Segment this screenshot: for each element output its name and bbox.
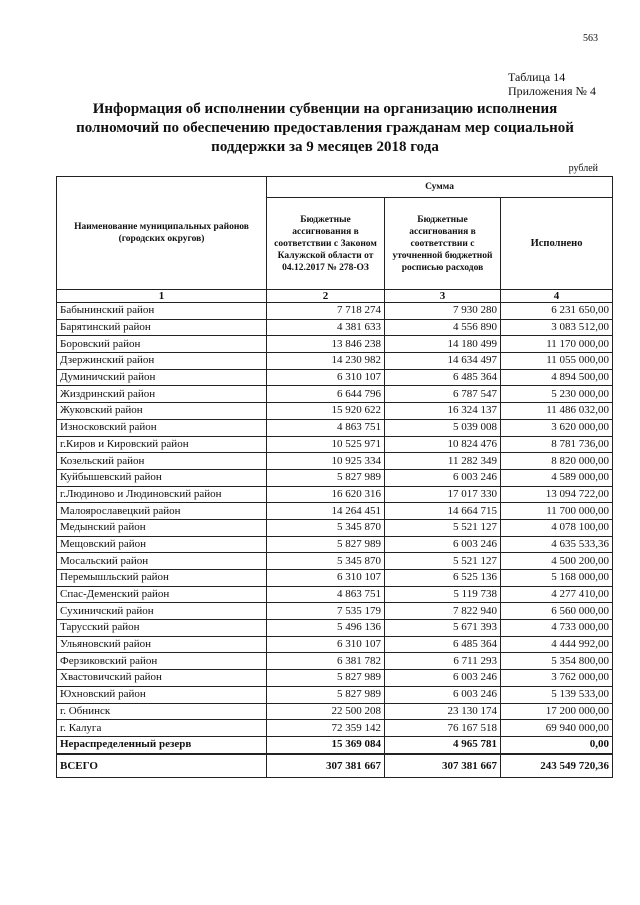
district-name: Хвастовичский район — [57, 670, 267, 687]
law-allocation: 4 381 633 — [267, 319, 385, 336]
table-row — [57, 570, 613, 587]
district-name: Бабынинский район — [57, 303, 267, 320]
executed-amount: 69 940 000,00 — [501, 720, 613, 737]
table-row — [57, 686, 613, 703]
revised-allocation: 6 485 364 — [385, 636, 501, 653]
law-allocation: 6 310 107 — [267, 570, 385, 587]
table-row — [57, 503, 613, 520]
table-row — [57, 486, 613, 503]
header-executed: Исполнено — [501, 198, 613, 290]
law-allocation: 5 827 989 — [267, 536, 385, 553]
law-allocation: 5 827 989 — [267, 686, 385, 703]
executed-amount: 11 055 000,00 — [501, 353, 613, 370]
law-allocation: 22 500 208 — [267, 703, 385, 720]
table-row — [57, 670, 613, 687]
law-allocation: 14 264 451 — [267, 503, 385, 520]
table-row — [57, 586, 613, 603]
district-name: г. Калуга — [57, 720, 267, 737]
law-allocation: 13 846 238 — [267, 336, 385, 353]
column-number: 2 — [267, 290, 385, 303]
executed-amount: 4 078 100,00 — [501, 519, 613, 536]
district-name: Малоярославецкий район — [57, 503, 267, 520]
executed-amount: 4 277 410,00 — [501, 586, 613, 603]
district-name: Медынский район — [57, 519, 267, 536]
law-allocation: 16 620 316 — [267, 486, 385, 503]
law-allocation: 6 644 796 — [267, 386, 385, 403]
revised-allocation: 6 485 364 — [385, 369, 501, 386]
revised-allocation: 307 381 667 — [385, 754, 501, 778]
title-line-1: Информация об исполнении субвенции на организацию исполнения — [92, 101, 558, 117]
table-row — [57, 703, 613, 720]
executed-amount: 5 354 800,00 — [501, 653, 613, 670]
law-allocation: 10 925 334 — [267, 453, 385, 470]
revised-allocation: 4 556 890 — [385, 319, 501, 336]
district-name: Спас-Деменский район — [57, 586, 267, 603]
revised-allocation: 5 521 127 — [385, 553, 501, 570]
column-number-row — [57, 290, 613, 303]
executed-amount: 8 820 000,00 — [501, 453, 613, 470]
revised-allocation: 11 282 349 — [385, 453, 501, 470]
executed-amount: 4 500 200,00 — [501, 553, 613, 570]
executed-amount: 5 139 533,00 — [501, 686, 613, 703]
district-name: Думиничский район — [57, 369, 267, 386]
revised-allocation: 5 039 008 — [385, 419, 501, 436]
revised-allocation: 14 180 499 — [385, 336, 501, 353]
revised-allocation: 16 324 137 — [385, 403, 501, 420]
executed-amount: 243 549 720,36 — [501, 754, 613, 778]
law-allocation: 4 863 751 — [267, 419, 385, 436]
law-allocation: 5 496 136 — [267, 620, 385, 637]
district-name: г. Обнинск — [57, 703, 267, 720]
law-allocation: 14 230 982 — [267, 353, 385, 370]
column-number: 1 — [57, 290, 267, 303]
revised-allocation: 76 167 518 — [385, 720, 501, 737]
law-allocation: 307 381 667 — [267, 754, 385, 778]
executed-amount: 11 170 000,00 — [501, 336, 613, 353]
law-allocation: 7 535 179 — [267, 603, 385, 620]
district-name: Износковский район — [57, 419, 267, 436]
table-row — [57, 453, 613, 470]
district-name: Козельский район — [57, 453, 267, 470]
page-title — [60, 100, 590, 157]
district-name: Нераспределенный резерв — [57, 736, 267, 753]
district-name: Мосальский район — [57, 553, 267, 570]
executed-amount: 0,00 — [501, 736, 613, 753]
revised-allocation: 7 822 940 — [385, 603, 501, 620]
law-allocation: 6 381 782 — [267, 653, 385, 670]
header-law-allocations: Бюджетные ассигнования в соответствии с Законом Калужской области от 04.12.2017 № 278-ОЗ — [267, 198, 385, 290]
revised-allocation: 6 003 246 — [385, 670, 501, 687]
executed-amount: 4 444 992,00 — [501, 636, 613, 653]
header-sum: Сумма — [267, 177, 613, 198]
district-name: Тарусский район — [57, 620, 267, 637]
executed-amount: 4 733 000,00 — [501, 620, 613, 637]
annex-label — [508, 70, 596, 98]
law-allocation: 15 369 084 — [267, 736, 385, 753]
title-line-3: поддержки за 9 месяцев 2018 года — [211, 139, 439, 155]
units-label: рублей — [568, 163, 598, 174]
executed-amount: 17 200 000,00 — [501, 703, 613, 720]
revised-allocation: 17 017 330 — [385, 486, 501, 503]
revised-allocation: 6 003 246 — [385, 686, 501, 703]
table-row — [57, 519, 613, 536]
table-body — [57, 303, 613, 778]
law-allocation: 6 310 107 — [267, 636, 385, 653]
executed-amount: 6 231 650,00 — [501, 303, 613, 320]
law-allocation: 4 863 751 — [267, 586, 385, 603]
table-row — [57, 636, 613, 653]
table-row — [57, 386, 613, 403]
district-name: Дзержинский район — [57, 353, 267, 370]
table-row — [57, 336, 613, 353]
district-name: Жиздринский район — [57, 386, 267, 403]
revised-allocation: 6 525 136 — [385, 570, 501, 587]
revised-allocation: 6 003 246 — [385, 536, 501, 553]
reserve-row — [57, 736, 613, 753]
district-name: Перемышльский район — [57, 570, 267, 587]
column-number: 3 — [385, 290, 501, 303]
header-name: Наименование муниципальных районов (городских округов) — [57, 177, 267, 290]
header-row-1 — [57, 177, 613, 198]
subvention-table — [56, 176, 613, 778]
page-number: 563 — [583, 33, 598, 44]
district-name: г.Людиново и Людиновский район — [57, 486, 267, 503]
executed-amount: 8 781 736,00 — [501, 436, 613, 453]
revised-allocation: 6 787 547 — [385, 386, 501, 403]
law-allocation: 15 920 622 — [267, 403, 385, 420]
executed-amount: 11 486 032,00 — [501, 403, 613, 420]
district-name: Мещовский район — [57, 536, 267, 553]
table-row — [57, 536, 613, 553]
law-allocation: 5 345 870 — [267, 553, 385, 570]
law-allocation: 10 525 971 — [267, 436, 385, 453]
revised-allocation: 5 671 393 — [385, 620, 501, 637]
district-name: Боровский район — [57, 336, 267, 353]
table-row — [57, 319, 613, 336]
revised-allocation: 5 119 738 — [385, 586, 501, 603]
table-row — [57, 720, 613, 737]
district-name: Ферзиковский район — [57, 653, 267, 670]
executed-amount: 3 083 512,00 — [501, 319, 613, 336]
table-row — [57, 653, 613, 670]
district-name: Куйбышевский район — [57, 469, 267, 486]
district-name: ВСЕГО — [57, 754, 267, 778]
table-row — [57, 436, 613, 453]
table-row — [57, 620, 613, 637]
executed-amount: 4 589 000,00 — [501, 469, 613, 486]
law-allocation: 5 827 989 — [267, 670, 385, 687]
revised-allocation: 4 965 781 — [385, 736, 501, 753]
executed-amount: 5 230 000,00 — [501, 386, 613, 403]
table-row — [57, 353, 613, 370]
executed-amount: 4 635 533,36 — [501, 536, 613, 553]
table-row — [57, 603, 613, 620]
executed-amount: 4 894 500,00 — [501, 369, 613, 386]
executed-amount: 6 560 000,00 — [501, 603, 613, 620]
district-name: Ульяновский район — [57, 636, 267, 653]
revised-allocation: 5 521 127 — [385, 519, 501, 536]
district-name: Барятинский район — [57, 319, 267, 336]
revised-allocation: 7 930 280 — [385, 303, 501, 320]
total-row — [57, 754, 613, 778]
table-row — [57, 403, 613, 420]
annex-table-number: Таблица 14 — [507, 70, 566, 84]
header-revised-allocations: Бюджетные ассигнования в соответствии с уточненной бюджетной росписью расходов — [385, 198, 501, 290]
revised-allocation: 10 824 476 — [385, 436, 501, 453]
law-allocation: 5 827 989 — [267, 469, 385, 486]
table-row — [57, 553, 613, 570]
law-allocation: 7 718 274 — [267, 303, 385, 320]
table-row — [57, 303, 613, 320]
district-name: Сухиничский район — [57, 603, 267, 620]
table-row — [57, 469, 613, 486]
revised-allocation: 23 130 174 — [385, 703, 501, 720]
revised-allocation: 6 003 246 — [385, 469, 501, 486]
revised-allocation: 14 664 715 — [385, 503, 501, 520]
district-name: г.Киров и Кировский район — [57, 436, 267, 453]
executed-amount: 13 094 722,00 — [501, 486, 613, 503]
revised-allocation: 6 711 293 — [385, 653, 501, 670]
executed-amount: 3 762 000,00 — [501, 670, 613, 687]
table-row — [57, 369, 613, 386]
annex-appendix-number: Приложения № 4 — [507, 84, 596, 98]
executed-amount: 11 700 000,00 — [501, 503, 613, 520]
law-allocation: 5 345 870 — [267, 519, 385, 536]
district-name: Жуковский район — [57, 403, 267, 420]
law-allocation: 72 359 142 — [267, 720, 385, 737]
revised-allocation: 14 634 497 — [385, 353, 501, 370]
column-number: 4 — [501, 290, 613, 303]
executed-amount: 5 168 000,00 — [501, 570, 613, 587]
law-allocation: 6 310 107 — [267, 369, 385, 386]
executed-amount: 3 620 000,00 — [501, 419, 613, 436]
table-row — [57, 419, 613, 436]
title-line-2: полномочий по обеспечению предоставления гражданам мер социальной — [76, 120, 574, 136]
district-name: Юхновский район — [57, 686, 267, 703]
